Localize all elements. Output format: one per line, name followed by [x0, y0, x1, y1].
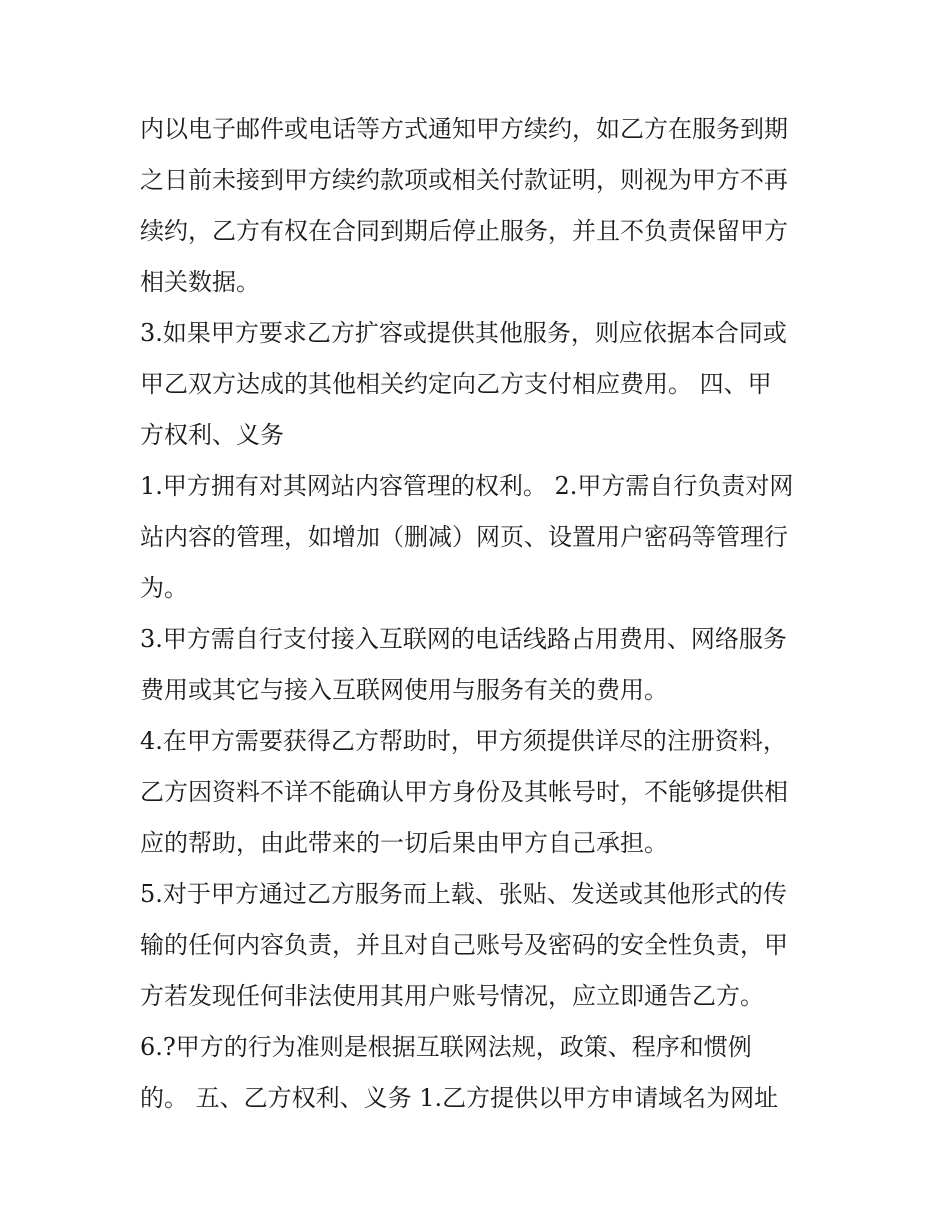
text-line: 甲乙双方达成的其他相关约定向乙方支付相应费用。 四、甲 [140, 370, 772, 398]
text-line: 相关数据。 [140, 268, 260, 296]
text-line: 3.甲方需自行支付接入互联网的电话线路占用费用、网络服务 [140, 625, 787, 653]
text-line: 之日前未接到甲方续约款项或相关付款证明，则视为甲方不再 [140, 166, 788, 194]
text-line: 方若发现任何非法使用其用户账号情况，应立即通告乙方。 [140, 982, 764, 1010]
text-line: 4.在甲方需要获得乙方帮助时，甲方须提供详尽的注册资料， [140, 727, 787, 755]
text-line: 的。 五、乙方权利、义务 1.乙方提供以甲方申请域名为网址 [140, 1084, 779, 1112]
text-line: 为。 [140, 574, 188, 602]
text-line: 5.对于甲方通过乙方服务而上载、张贴、发送或其他形式的传 [140, 880, 787, 908]
text-line: 3.如果甲方要求乙方扩容或提供其他服务，则应依据本合同或 [140, 319, 787, 347]
text-line: 内以电子邮件或电话等方式通知甲方续约，如乙方在服务到期 [140, 115, 788, 143]
text-line: 站内容的管理，如增加（删减）网页、设置用户密码等管理行 [140, 523, 788, 551]
text-line: 1.甲方拥有对其网站内容管理的权利。 2.甲方需自行负责对网 [140, 472, 794, 500]
text-line: 输的任何内容负责，并且对自己账号及密码的安全性负责，甲 [140, 931, 788, 959]
text-line: 费用或其它与接入互联网使用与服务有关的费用。 [140, 676, 668, 704]
contract-text [140, 104, 820, 1124]
text-line: 乙方因资料不详不能确认甲方身份及其帐号时，不能够提供相 [140, 778, 788, 806]
text-line: 续约，乙方有权在合同到期后停止服务，并且不负责保留甲方 [140, 217, 788, 245]
section-heading-line: 方权利、义务 [140, 421, 284, 449]
text-line: 应的帮助，由此带来的一切后果由甲方自己承担。 [140, 829, 668, 857]
text-line: 6.?甲方的行为准则是根据互联网法规，政策、程序和惯例 [140, 1033, 752, 1061]
